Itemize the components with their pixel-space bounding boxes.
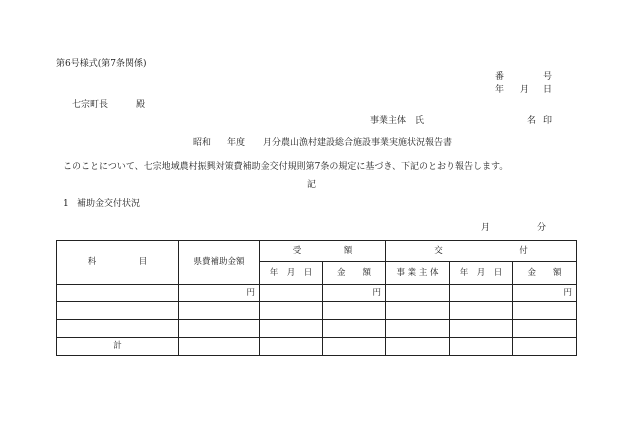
total-label: 計 xyxy=(57,338,179,356)
table-cell xyxy=(386,338,450,356)
table-cell xyxy=(323,320,386,338)
table-cell xyxy=(513,320,577,338)
title-era: 昭和 xyxy=(193,138,212,148)
month-label: 月 xyxy=(481,223,491,233)
table-cell xyxy=(179,302,260,320)
table-cell xyxy=(450,302,513,320)
table-cell xyxy=(179,338,260,356)
table-cell xyxy=(260,320,323,338)
table-cell xyxy=(450,285,513,302)
column-group-granted: 交 付 xyxy=(386,241,577,262)
form-number: 第6号様式(第7条関係) xyxy=(56,59,147,69)
table-row xyxy=(57,285,577,302)
column-granted-date: 年 月 日 xyxy=(450,262,513,285)
applicant-name-suffix: 名 xyxy=(527,116,537,126)
section-title: 補助金交付状況 xyxy=(77,199,141,209)
title-year: 年度 xyxy=(227,138,246,148)
table-cell xyxy=(513,302,577,320)
table-cell xyxy=(386,285,450,302)
table-row xyxy=(57,302,577,320)
addressee-name: 七宗町長 xyxy=(72,100,109,110)
report-title: 月分農山漁村建設総合施設事業実施状況報告書 xyxy=(263,138,453,148)
intro-text: このことについて、七宗地域農村振興対策費補助金交付規則第7条の規定に基づき、下記のとおり報告します。 xyxy=(63,162,509,172)
table-cell xyxy=(260,285,323,302)
table-cell xyxy=(260,302,323,320)
date-day-label: 日 xyxy=(543,85,553,95)
table-cell xyxy=(386,302,450,320)
applicant-label: 事業主体 氏 xyxy=(370,116,425,126)
column-item: 科 目 xyxy=(57,241,179,285)
table-cell xyxy=(513,338,577,356)
table-row xyxy=(57,320,577,338)
month-suffix: 分 xyxy=(537,223,547,233)
table-cell xyxy=(450,338,513,356)
section-number: 1 xyxy=(63,199,69,209)
column-prefecture-subsidy: 県費補助金額 xyxy=(179,241,260,285)
table-cell xyxy=(57,320,179,338)
table-cell xyxy=(260,338,323,356)
table-cell xyxy=(57,285,179,302)
table-cell xyxy=(179,320,260,338)
table-cell xyxy=(57,302,179,320)
date-month-label: 月 xyxy=(520,85,530,95)
yen-unit: 円 xyxy=(179,285,260,302)
document-number-suffix: 号 xyxy=(543,72,553,82)
subsidy-status-table xyxy=(56,240,577,356)
addressee-honorific: 殿 xyxy=(136,100,146,110)
table-cell xyxy=(323,338,386,356)
document-number-label: 番 xyxy=(495,72,505,82)
table-cell xyxy=(450,320,513,338)
table-cell xyxy=(323,302,386,320)
seal-mark: 印 xyxy=(543,116,553,126)
column-granted-amount: 金 額 xyxy=(513,262,577,285)
column-group-received: 受 額 xyxy=(260,241,386,262)
table-cell xyxy=(386,320,450,338)
note-heading: 記 xyxy=(307,180,317,190)
yen-unit: 円 xyxy=(513,285,577,302)
column-received-date: 年 月 日 xyxy=(260,262,323,285)
column-received-amount: 金 額 xyxy=(323,262,386,285)
date-year-label: 年 xyxy=(495,85,505,95)
table-total-row xyxy=(57,338,577,356)
yen-unit: 円 xyxy=(323,285,386,302)
column-granted-entity: 事 業 主 体 xyxy=(386,262,450,285)
